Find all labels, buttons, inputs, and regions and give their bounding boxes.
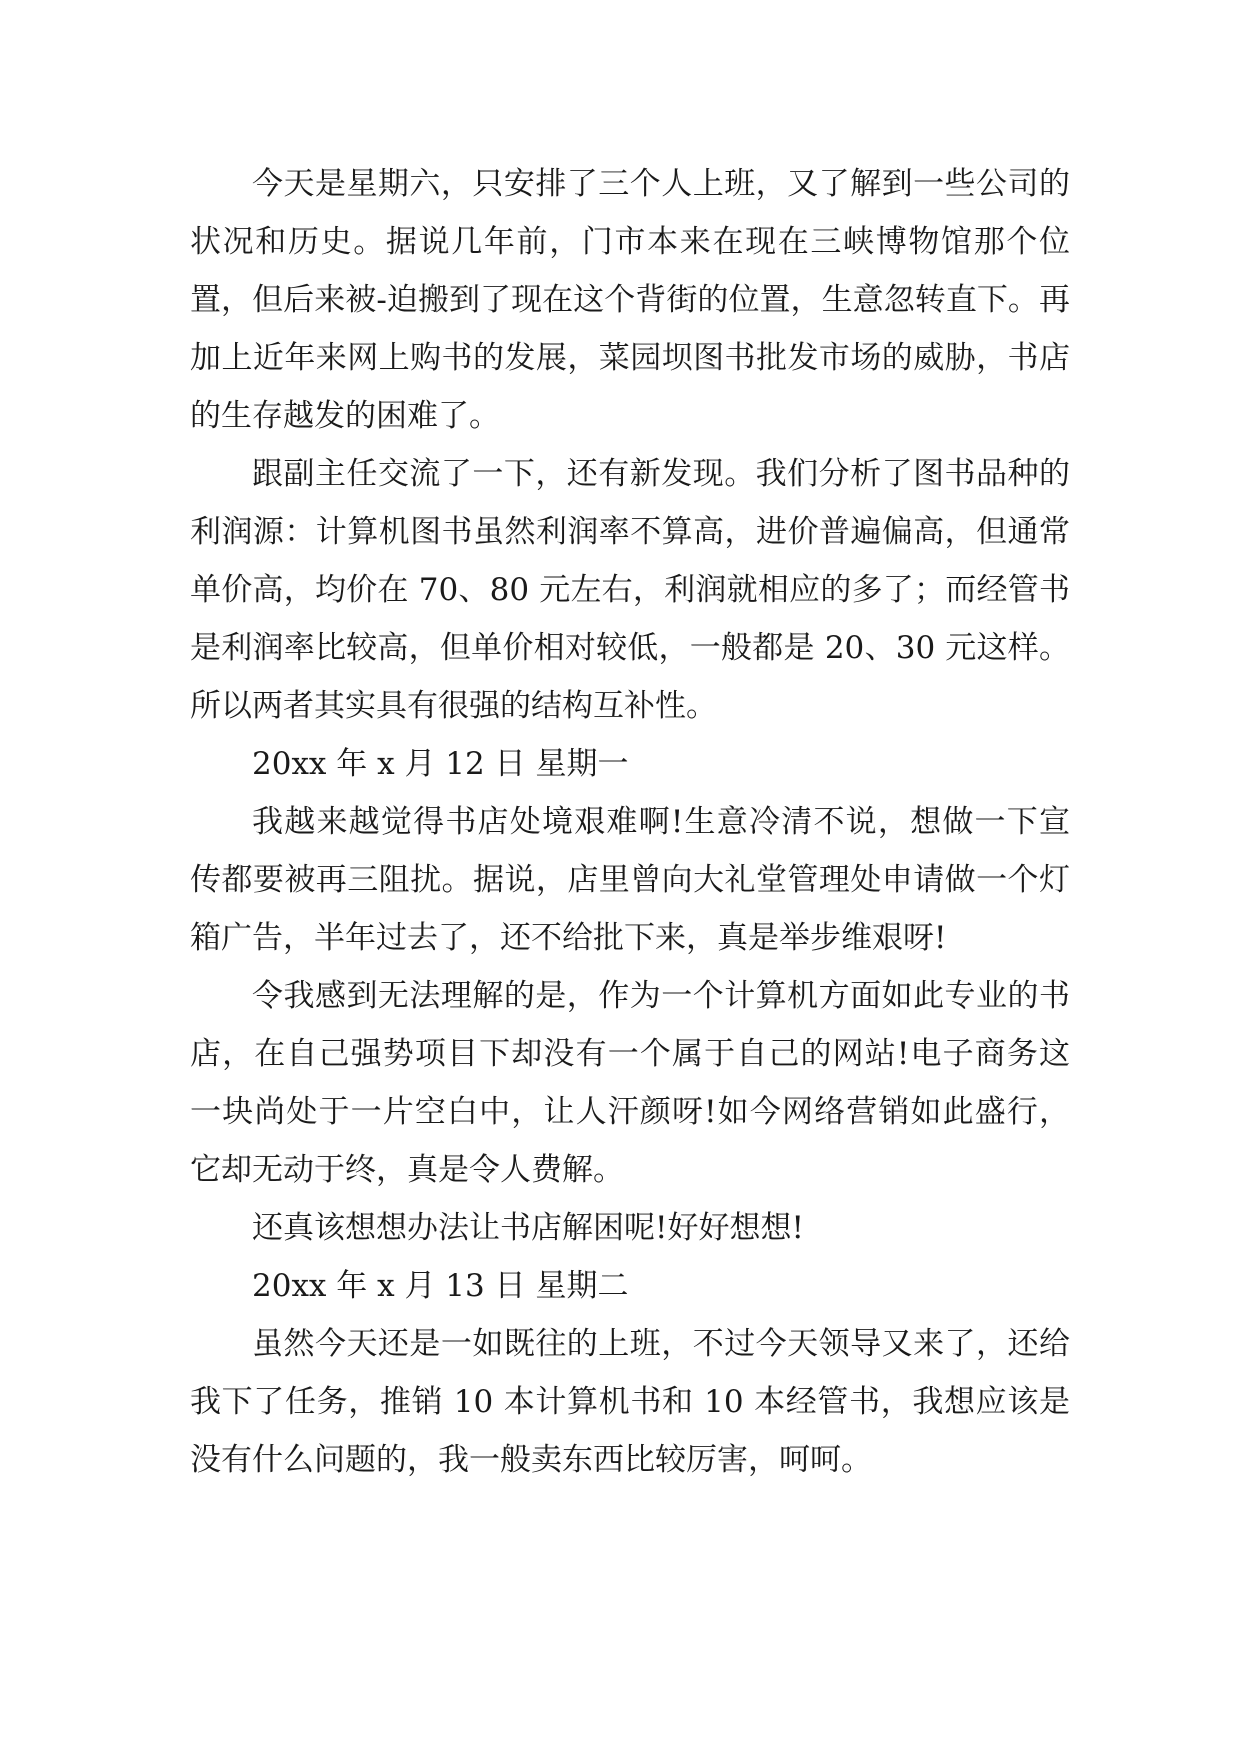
paragraph-sales-task: 虽然今天还是一如既往的上班，不过今天领导又来了，还给我下了任务，推销 10 本计算机书和 10 本经管书，我想应该是没有什么问题的，我一般卖东西比较厉害，呵呵。 (190, 1326, 1070, 1478)
paragraph-think-solution: 还真该想想办法让书店解困呢!好好想想! (252, 1210, 804, 1246)
date-heading-monday: 20xx 年 x 月 12 日 星期一 (252, 746, 629, 782)
document-body (190, 155, 1070, 1489)
paragraph-difficult-situation: 我越来越觉得书店处境艰难啊!生意冷清不说，想做一下宣传都要被再三阻扰。据说，店里曾向大礼堂管理处申请做一个灯箱广告，半年过去了，还不给批下来，真是举步维艰呀! (190, 804, 1070, 956)
paragraph-no-website: 令我感到无法理解的是，作为一个计算机方面如此专业的书店，在自己强势项目下却没有一个属于自己的网站!电子商务这一块尚处于一片空白中，让人汗颜呀!如今网络营销如此盛行，它却无动于终，真是令人费解。 (190, 978, 1070, 1188)
paragraph-profit-analysis: 跟副主任交流了一下，还有新发现。我们分析了图书品种的利润源：计算机图书虽然利润率不算高，进价普遍偏高，但通常单价高，均价在 70、80 元左右，利润就相应的多了；而经管书是利润率比较高，但单价相对较低，一般都是 20、30 元这样。所以两者其实具有很强的结构互补性。 (190, 456, 1070, 724)
paragraph-saturday-history: 今天是星期六，只安排了三个人上班，又了解到一些公司的状况和历史。据说几年前，门市本来在现在三峡博物馆那个位置，但后来被-迫搬到了现在这个背街的位置，生意忽转直下。再加上近年来网上购书的发展，菜园坝图书批发市场的威胁，书店的生存越发的困难了。 (190, 166, 1070, 434)
date-heading-tuesday: 20xx 年 x 月 13 日 星期二 (252, 1268, 629, 1304)
